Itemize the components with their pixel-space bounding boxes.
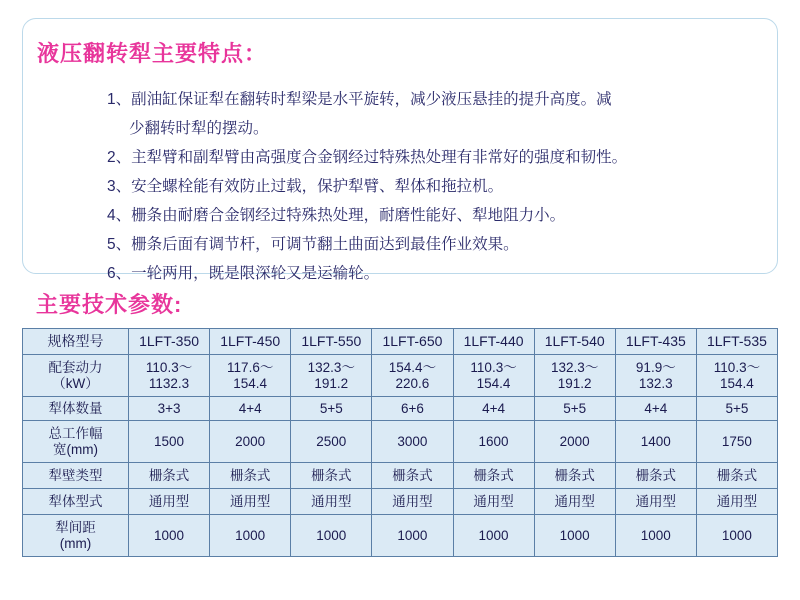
power-line1: 154.4～ — [388, 359, 437, 375]
row-header-power — [23, 355, 129, 397]
table-cell: 3000 — [372, 421, 453, 463]
power-line1: 91.9～ — [635, 359, 676, 375]
row-header-body-count: 犁体数量 — [23, 397, 129, 421]
table-cell: 4+4 — [210, 397, 291, 421]
table-cell: 3+3 — [129, 397, 210, 421]
table-row-spacing — [23, 515, 778, 557]
feature-item: 2、主犁臂和副犁臂由高强度合金钢经过特殊热处理有非常好的强度和韧性。 — [107, 149, 628, 166]
table-cell: 1400 — [615, 421, 696, 463]
table-cell — [210, 355, 291, 397]
table-cell: 2500 — [291, 421, 372, 463]
table-cell: 1LFT-350 — [129, 329, 210, 355]
table-cell: 1000 — [534, 515, 615, 557]
table-cell: 6+6 — [372, 397, 453, 421]
table-row-header — [23, 329, 778, 355]
power-line1: 132.3～ — [307, 359, 355, 375]
table-cell: 栅条式 — [615, 463, 696, 489]
row-header-spacing-line1: 犁间距 — [55, 519, 96, 535]
table-cell: 1LFT-550 — [291, 329, 372, 355]
power-line1: 117.6～ — [227, 359, 274, 375]
table-cell: 栅条式 — [210, 463, 291, 489]
table-cell: 栅条式 — [129, 463, 210, 489]
table-cell — [696, 355, 777, 397]
row-header-body-style: 犁体型式 — [23, 489, 129, 515]
table-cell: 栅条式 — [453, 463, 534, 489]
row-header-power-line1: 配套动力 — [48, 359, 103, 375]
table-cell: 栅条式 — [696, 463, 777, 489]
power-line2: 154.4 — [476, 375, 511, 391]
table-row-body-style — [23, 489, 778, 515]
feature-item: 3、安全螺栓能有效防止过载，保护犁臂、犁体和拖拉机。 — [107, 178, 504, 195]
table-cell: 通用型 — [453, 489, 534, 515]
table-cell: 1750 — [696, 421, 777, 463]
table-cell: 通用型 — [129, 489, 210, 515]
table-cell: 1LFT-540 — [534, 329, 615, 355]
power-line2: 191.2 — [314, 375, 349, 391]
power-line2: 191.2 — [557, 375, 592, 391]
table-cell: 5+5 — [696, 397, 777, 421]
row-header-model: 规格型号 — [23, 329, 129, 355]
table-cell: 1000 — [129, 515, 210, 557]
table-cell: 通用型 — [615, 489, 696, 515]
table-cell — [129, 355, 210, 397]
table-cell — [291, 355, 372, 397]
specs-table — [22, 328, 778, 557]
feature-item: 4、栅条由耐磨合金钢经过特殊热处理，耐磨性能好、犁地阻力小。 — [107, 207, 566, 224]
table-row-power — [23, 355, 778, 397]
feature-item: 1、副油缸保证犁在翻转时犁梁是水平旋转，减少液压悬挂的提升高度。减 — [107, 91, 612, 108]
table-row-work-width — [23, 421, 778, 463]
table-cell: 通用型 — [291, 489, 372, 515]
features-panel — [22, 18, 778, 282]
table-cell: 栅条式 — [534, 463, 615, 489]
table-cell: 1LFT-435 — [615, 329, 696, 355]
row-header-spacing-line2: (mm) — [59, 535, 92, 551]
feature-item-continuation: 少翻转时犁的摆动。 — [129, 120, 269, 137]
power-line2: 1132.3 — [148, 375, 190, 391]
features-list — [107, 85, 757, 288]
row-header-width-line1: 总工作幅 — [48, 425, 103, 441]
table-row-body-count — [23, 397, 778, 421]
row-header-work-width — [23, 421, 129, 463]
row-header-wall-type: 犁壁类型 — [23, 463, 129, 489]
table-cell — [453, 355, 534, 397]
power-line1: 110.3～ — [145, 359, 193, 375]
table-cell: 4+4 — [453, 397, 534, 421]
table-cell: 1LFT-650 — [372, 329, 453, 355]
power-line1: 110.3～ — [470, 359, 517, 375]
table-cell: 1000 — [615, 515, 696, 557]
feature-item: 5、栅条后面有调节杆，可调节翻土曲面达到最佳作业效果。 — [107, 236, 519, 253]
table-cell — [534, 355, 615, 397]
feature-item: 6、一轮两用，既是限深轮又是运输轮。 — [107, 265, 380, 282]
table-cell: 1000 — [210, 515, 291, 557]
table-cell: 通用型 — [210, 489, 291, 515]
table-cell: 5+5 — [291, 397, 372, 421]
table-cell: 通用型 — [696, 489, 777, 515]
table-cell: 1LFT-535 — [696, 329, 777, 355]
power-line2: 154.4 — [233, 375, 268, 391]
table-row-wall-type — [23, 463, 778, 489]
table-cell: 2000 — [210, 421, 291, 463]
table-cell — [372, 355, 453, 397]
table-cell: 栅条式 — [372, 463, 453, 489]
table-cell: 1000 — [372, 515, 453, 557]
table-cell: 2000 — [534, 421, 615, 463]
table-cell: 通用型 — [372, 489, 453, 515]
specs-title: 主要技术参数: — [36, 292, 183, 317]
power-line2: 132.3 — [638, 375, 673, 391]
row-header-spacing — [23, 515, 129, 557]
power-line1: 132.3～ — [551, 359, 599, 375]
table-cell: 1600 — [453, 421, 534, 463]
row-header-width-line2: 宽(mm) — [53, 441, 98, 457]
table-cell: 1000 — [291, 515, 372, 557]
power-line2: 220.6 — [395, 375, 430, 391]
table-cell: 4+4 — [615, 397, 696, 421]
row-header-power-line2: （kW） — [52, 375, 99, 391]
features-title: 液压翻转犁主要特点： — [37, 41, 268, 66]
table-cell: 1LFT-450 — [210, 329, 291, 355]
power-line2: 154.4 — [720, 375, 754, 391]
table-cell: 栅条式 — [291, 463, 372, 489]
table-cell: 1LFT-440 — [453, 329, 534, 355]
table-cell: 5+5 — [534, 397, 615, 421]
table-cell — [615, 355, 696, 397]
table-cell: 通用型 — [534, 489, 615, 515]
power-line1: 110.3～ — [713, 359, 761, 375]
table-cell: 1500 — [129, 421, 210, 463]
table-cell: 1000 — [453, 515, 534, 557]
table-cell: 1000 — [696, 515, 777, 557]
